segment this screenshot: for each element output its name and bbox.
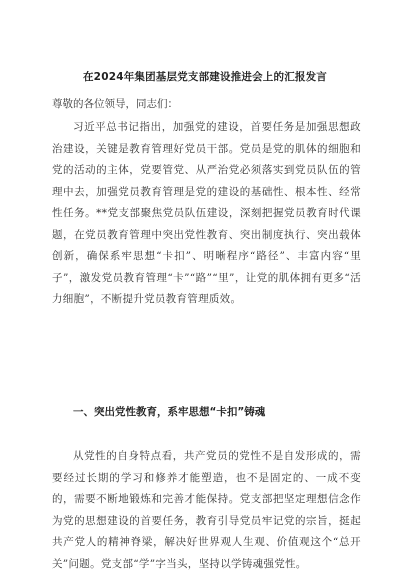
section-heading: 一、突出党性教育，系牢思想“卡扣”铸魂 [73, 406, 266, 418]
document-title: 在2024年集团基层党支部建设推进会上的汇报发言 [82, 71, 328, 83]
salutation: 尊敬的各位领导，同志们： [52, 98, 178, 110]
paragraph-section-1: 从党性的自身特点看，共产党员的党性不是自发形成的，需要经过长期的学习和修养才能塑造，也不是固定的、一成不变的，需要不断地锻炼和完善才能保持。党支部把坚定理想信念作为党的思想建设的首要任务，教育引导党员牢记党的宗旨，挺起共产党人的精神脊梁，解决好世界观人生观、价值观这个“总开关”问题。党支部“学”字当头，坚持以学铸魂强党性。 [52, 450, 361, 570]
paragraph-intro: 习近平总书记指出，加强党的建设，首要任务是加强思想政治建设，关键是教育管理好党员干部。党员是党的肌体的细胞和党的活动的主体，党要管党、从严治党必须落实到党员队伍的管理中去，加强党员教育管理是党的建设的基础性、根本性、经常性任务。**党支部聚焦党员队伍建设，深刻把握党员教育时代课题，在党员教育管理中突出党性教育、突出制度执行、突出载体创新，确保系牢思想“卡扣”、明晰程序“路径”、丰富内容“里子”，激发党员教育管理“卡”“路”“里”，让党的肌体拥有更多“活力细胞”，不断提升党员教育管理质效。 [52, 121, 361, 305]
